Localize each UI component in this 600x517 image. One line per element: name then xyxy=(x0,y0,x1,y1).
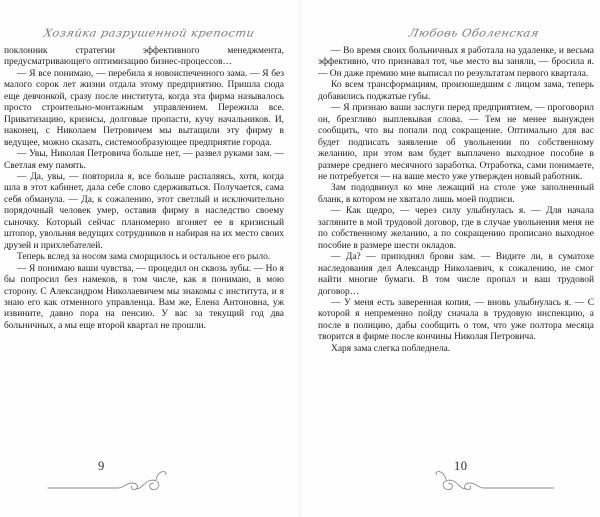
right-page-text-column xyxy=(318,46,594,355)
author-name-text: Любовь Оболенская xyxy=(407,26,541,40)
paragraph: Зам пододвинул ко мне лежащий на столе уже заполненный бланк, в котором не хватало лишь моей подписи. xyxy=(318,183,594,205)
paragraph: — Да? — приподнял брови зам. — Видите ли, в суматохе наследования дел Александр Николаевич, к сожалению, не смог найти многие бумаги. В том числе пропал и ваш трудовой договор… xyxy=(318,252,594,297)
paragraph: — Я все понимаю, — перебила я новоиспеченного зама. — Я без малого сорок лет жизни отдала этому предприятию. Пришла сюда еще девчонкой, сразу после института, когда эта фирма называлось просто строительно-монтажным управлением. Пережила все. Приватизацию, кризисы, долговые пропасти, кучу начальников. И, наконец, с Николаем Петровичем мы вытащили эту фирму в ведущее, можно сказать, системообразующее предприятие города. xyxy=(4,68,284,148)
page-number: 10 xyxy=(454,459,468,473)
paragraph: — Во время своих больничных я работала на удаленке, и весьма эффективно, что признавал тот, чье место вы заняли, — бросила я. — Он даже премию мне выписал по результатам первого квартала. xyxy=(318,46,594,79)
right-page-footer xyxy=(358,459,558,499)
page-number: 9 xyxy=(98,459,105,473)
flourish-swirl-ornament-icon xyxy=(396,469,556,495)
paragraph: — У меня есть заверенная копия, — вновь улыбнулась я. — С которой я непременно пойду сначала в трудовую инспекцию, а после в полицию, дабы сообщить о том, что уже полтора месяца творится в фирме после кончины Николая Петровича. xyxy=(318,297,594,343)
paragraph: Харя зама слегка побледнела. xyxy=(331,343,451,354)
left-running-head xyxy=(4,0,284,46)
right-running-head xyxy=(318,0,594,46)
paragraph: — Да, увы, — повторила я, все больше распаляясь, хотя, когда шла в этот кабинет, дала себе слово сдерживаться. Получается, сама себя обманула. — Да, к сожалению, этот светлый и исключительно порядочный человек умер, оставив фирму в наследство своему сыночку. Который сейчас планомерно вгоняет ее в кризисный штопор, увольняя ведущих сотрудников и набирая на их место своих друзей и прихлебателей. xyxy=(4,171,284,251)
flourish-swirl-ornament-icon xyxy=(46,469,206,495)
paragraph: — Увы, Николая Петровича больше нет, — развел руками зам. — Светлая ему память. xyxy=(4,149,284,171)
paragraph: — Как щедро, — через силу улыбнулась я. — Для начала загляните в мой трудовой договор, где в случае увольнения меня не по собственному желанию, а по сокращению прописано выходное пособие в размере шести окладов. xyxy=(318,206,594,251)
paragraph: поклонник стратегии эффективного менеджмента, предусматривающего оптимизацию бизнес-процессов… xyxy=(4,46,284,68)
book-title-text: Хозяйка разрушенной крепости xyxy=(42,26,256,40)
paragraph: Ко всем трансформациям, произошедшим с лицом зама, теперь добавились поджатые губы. xyxy=(318,80,594,102)
paragraph: — Я признаю ваши заслуги перед предприятием, — проговорил он, брезгливо выплевывая слова. — Тем не менее вынужден сообщить, что вы попали под сокращение. Оптимально для вас будет подписать заявление об увольнении по собственному желанию, при этом вам будет выплачено выходное пособие в размере среднего месячного заработка. Отработка, сами понимаете, не потребуется — на ваше место уже утвержден новый работник. xyxy=(318,103,594,182)
left-page-footer xyxy=(46,459,246,499)
paragraph: Теперь вслед за носом зама сморщилось и остальное его рыло. xyxy=(17,252,271,263)
paragraph: — Я понимаю ваши чувства, — процедил он сквозь зубы. — Но я бы попросил без намеков, в том числе, как я понимаю, в мою сторону. С Александром Николаевичем мы знакомы с института, и я знаю его как отменного управленца. Вам же, Елена Антоновна, уж извините, давно пора на пенсию. У вас за текущий год два больничных, а мы еще второй квартал не прошли. xyxy=(4,263,284,331)
left-page-text-column xyxy=(4,46,284,332)
right-page xyxy=(300,0,600,517)
